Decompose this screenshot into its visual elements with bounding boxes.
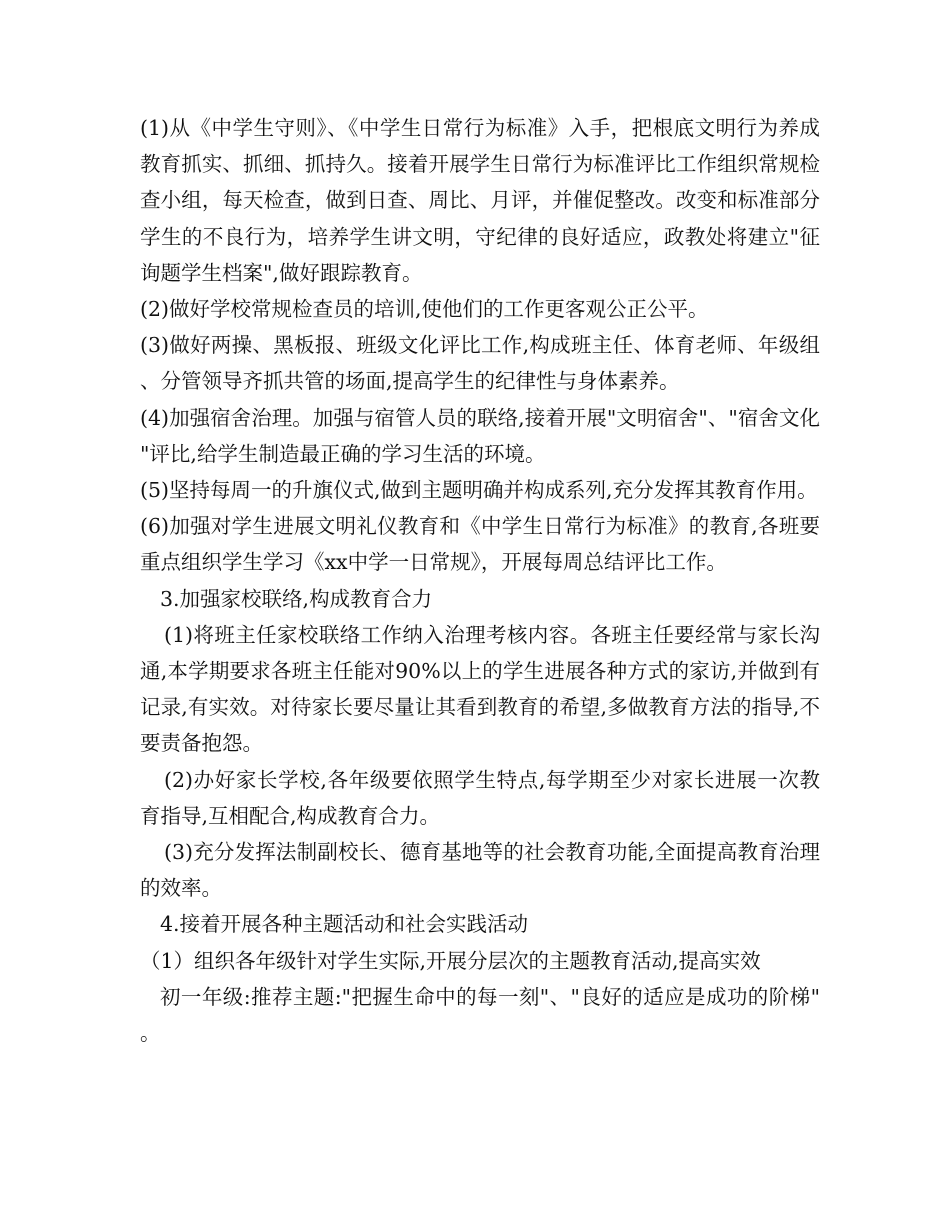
paragraph-social-education: (3)充分发挥法制副校长、德育基地等的社会教育功能,全面提高教育治理的效率。: [140, 840, 820, 901]
paragraph-behavior-standards: (1)从《中学生守则》、《中学生日常行为标准》入手，把根底文明行为养成教育抓实、抓细、抓持久。接着开展学生日常行为标准评比工作组织常规检查小组，每天检查，做到日查、周比、月评，并催促整改。改变和标准部分学生的不良行为，培养学生讲文明，守纪律的良好适应，政教处将建立"征询题学生档案",做好跟踪教育。: [140, 116, 820, 285]
paragraph-parent-school: (2)办好家长学校,各年级要依照学生特点,每学期至少对家长进展一次教育指导,互相配合,构成教育合力。: [140, 767, 820, 828]
section-heading-home-school: 3.加强家校联络,构成教育合力: [160, 586, 433, 611]
paragraph-flag-ceremony: (5)坚持每周一的升旗仪式,做到主题明确并构成系列,充分发挥其教育作用。: [140, 478, 818, 503]
section-heading-theme-activities: 4.接着开展各种主题活动和社会实践活动: [160, 912, 529, 937]
paragraph-inspector-training: (2)做好学校常规检查员的培训,使他们的工作更客观公正公平。: [140, 297, 709, 322]
document-body: [140, 110, 820, 1051]
paragraph-grade-one-theme: 初一年级:推荐主题:"把握生命中的每一刻"、"良好的适应是成功的阶梯"。: [140, 984, 820, 1046]
paragraph-home-visits: (1)将班主任家校联络工作纳入治理考核内容。各班主任要经常与家长沟通,本学期要求各班主任能对90%以上的学生进展各种方式的家访,并做到有记录,有实效。对待家长要尽量让其看到教育的希望,多做教育方法的指导,不要责备抱怨。: [140, 622, 820, 756]
paragraph-dormitory-management: (4)加强宿舍治理。加强与宿管人员的联络,接着开展"文明宿舍"、"宿舍文化"评比,给学生制造最正确的学习生活的环境。: [140, 405, 820, 466]
paragraph-layered-activities: （1）组织各年级针对学生实际,开展分层次的主题教育活动,提高实效: [140, 948, 761, 973]
paragraph-etiquette-education: (6)加强对学生进展文明礼仪教育和《中学生日常行为标准》的教育,各班要重点组织学生学习《xx中学一日常规》，开展每周总结评比工作。: [140, 514, 820, 575]
paragraph-exercises-evaluation: (3)做好两操、黑板报、班级文化评比工作,构成班主任、体育老师、年级组、分管领导齐抓共管的场面,提高学生的纪律性与身体素养。: [140, 333, 820, 394]
